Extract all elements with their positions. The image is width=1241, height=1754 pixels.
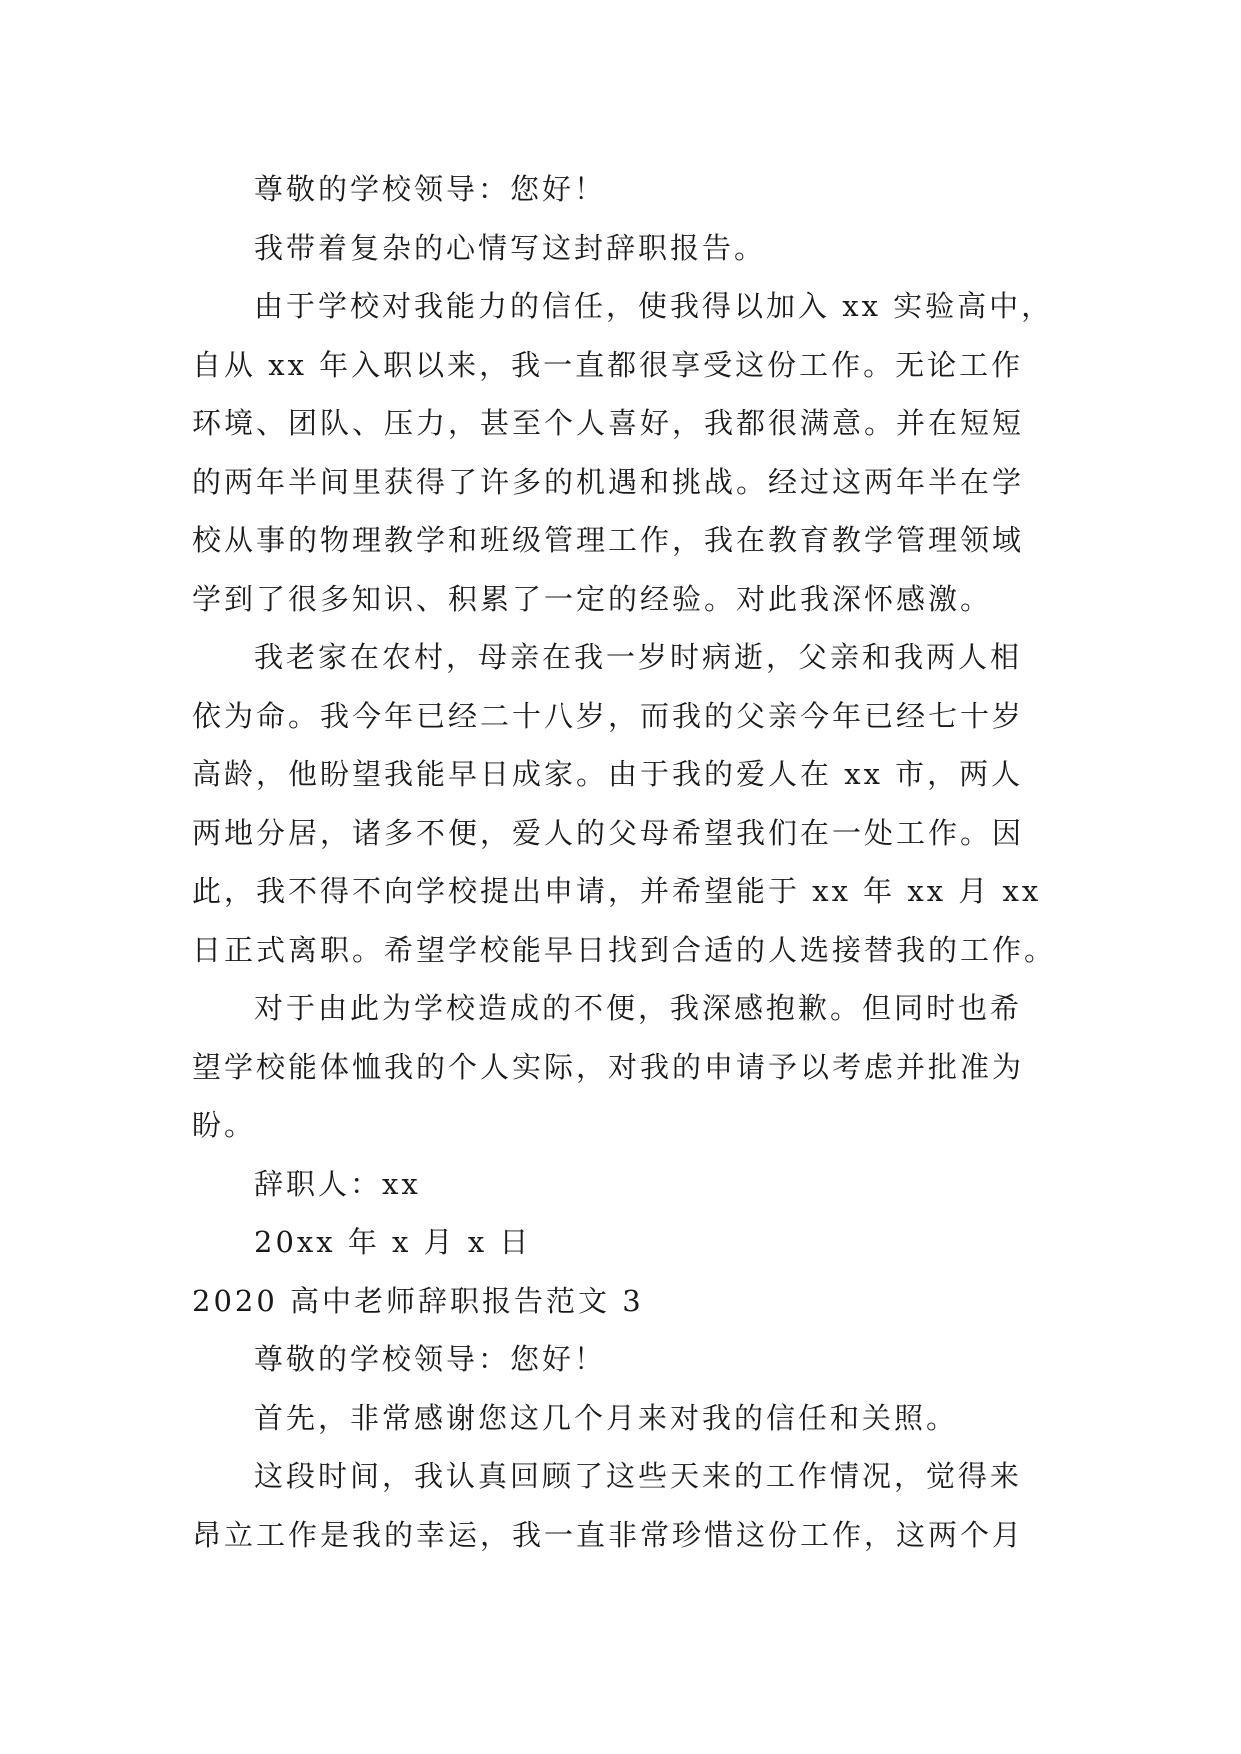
paragraph-line: 我带着复杂的心情写这封辞职报告。 <box>254 230 767 265</box>
salutation: 尊敬的学校领导：您好！ <box>254 1342 607 1376</box>
paragraph-line: 校从事的物理教学和班级管理工作，我在教育教学管理领域 <box>192 523 1025 557</box>
salutation: 尊敬的学校领导：您好！ <box>254 172 607 206</box>
paragraph-line: 环境、团队、压力，甚至个人喜好，我都很满意。并在短短 <box>192 406 1025 440</box>
paragraph-line: 高龄，他盼望我能早日成家。由于我的爱人在 xx 市，两人 <box>192 757 1024 791</box>
paragraph-line: 自从 xx 年入职以来，我一直都很享受这份工作。无论工作 <box>192 347 1024 382</box>
paragraph-line: 此，我不得不向学校提出申请，并希望能于 xx 年 xx 月 xx <box>192 874 1042 908</box>
paragraph-line: 对于由此为学校造成的不便，我深感抱歉。但同时也希 <box>254 991 1023 1025</box>
date-line: 20xx 年 x 月 x 日 <box>254 1225 532 1259</box>
document-body <box>192 160 1057 1564</box>
section-heading: 2020 高中老师辞职报告范文 3 <box>192 1283 644 1318</box>
paragraph-line: 盼。 <box>192 1108 257 1142</box>
paragraph-line: 学到了很多知识、积累了一定的经验。对此我深怀感激。 <box>192 581 993 616</box>
paragraph-line: 我老家在农村，母亲在我一岁时病逝，父亲和我两人相 <box>254 640 1023 674</box>
signature-line: 辞职人：xx <box>254 1166 421 1201</box>
paragraph-line: 昂立工作是我的幸运，我一直非常珍惜这份工作，这两个月 <box>192 1517 1025 1552</box>
paragraph-line: 依为命。我今年已经二十八岁，而我的父亲今年已经七十岁 <box>192 698 1025 733</box>
paragraph-line: 的两年半间里获得了许多的机遇和挑战。经过这两年半在学 <box>192 464 1025 499</box>
paragraph-line: 由于学校对我能力的信任，使我得以加入 xx 实验高中， <box>254 289 1054 323</box>
paragraph-line: 这段时间，我认真回顾了这些天来的工作情况，觉得来 <box>254 1459 1023 1493</box>
paragraph-line: 首先，非常感谢您这几个月来对我的信任和关照。 <box>254 1400 959 1435</box>
paragraph-line: 两地分居，诸多不便，爱人的父母希望我们在一处工作。因 <box>192 815 1025 850</box>
paragraph-line: 日正式离职。希望学校能早日找到合适的人选接替我的工作。 <box>192 932 1057 967</box>
paragraph-line: 望学校能体恤我的个人实际，对我的申请予以考虑并批准为 <box>192 1049 1025 1084</box>
